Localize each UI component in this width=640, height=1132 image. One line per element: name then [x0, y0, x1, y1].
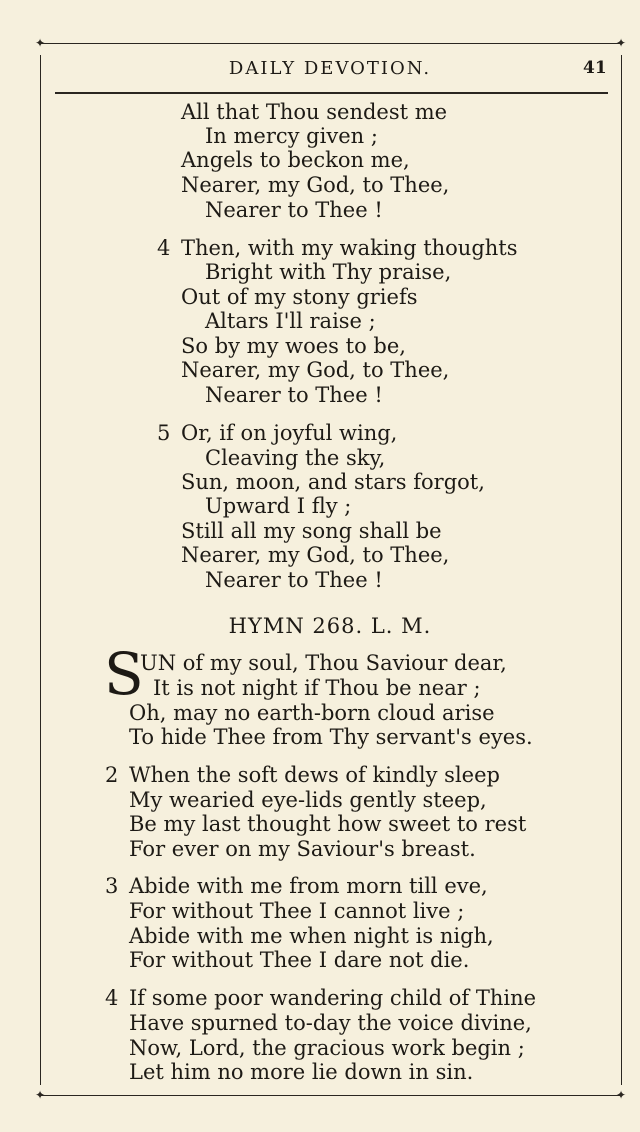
verse-line: Bright with Thy praise,: [205, 260, 452, 284]
page-number: 41: [583, 58, 607, 78]
ornament-icon: ✦: [615, 36, 627, 50]
verse-line: Sun, moon, and stars forgot,: [181, 470, 485, 494]
verse-line: Then, with my waking thoughts: [181, 236, 518, 260]
verse-line: All that Thou sendest me: [181, 100, 448, 124]
verse-line: For ever on my Saviour's breast.: [129, 837, 476, 861]
verse-line: Oh, may no earth-born cloud arise: [129, 701, 495, 725]
left-border-rule: [40, 55, 41, 1085]
verse-line: Nearer, my God, to Thee,: [181, 543, 450, 567]
verse-line: So by my woes to be,: [181, 334, 406, 358]
verse-line: Cleaving the sky,: [205, 446, 386, 470]
verse-line: Be my last thought how sweet to rest: [129, 812, 527, 836]
stanza-number: 5: [157, 421, 171, 445]
drop-cap: S: [104, 640, 144, 708]
verse-line: My wearied eye-lids gently steep,: [129, 788, 487, 812]
verse-number: 2: [105, 763, 119, 787]
verse-line: Abide with me from morn till eve,: [129, 874, 488, 898]
stanza-number: 4: [157, 236, 171, 260]
verse-line: Or, if on joyful wing,: [181, 421, 398, 445]
verse-line: If some poor wandering child of Thine: [129, 986, 537, 1010]
verse-number: 4: [105, 986, 119, 1010]
verse-line: In mercy given ;: [205, 124, 378, 148]
ornament-icon: ✦: [34, 1088, 46, 1102]
right-border-rule: [621, 55, 622, 1085]
verse-line: Nearer to Thee !: [205, 568, 383, 592]
verse-line: Abide with me when night is nigh,: [129, 924, 494, 948]
verse-line: Upward I fly ;: [205, 494, 352, 518]
top-border-rule: [40, 43, 622, 44]
verse-line: Let him no more lie down in sin.: [129, 1060, 474, 1084]
verse-line: It is not night if Thou be near ;: [153, 676, 481, 700]
verse-line: Still all my song shall be: [181, 519, 442, 543]
verse-line: Angels to beckon me,: [181, 148, 410, 172]
hymn-title: HYMN 268. L. M.: [228, 614, 432, 638]
verse-line: Out of my stony griefs: [181, 285, 418, 309]
running-header: DAILY DEVOTION.: [228, 58, 432, 79]
verse-line: For without Thee I cannot live ;: [129, 899, 465, 923]
verse-line: UN of my soul, Thou Saviour dear,: [140, 651, 507, 675]
verse-line: Nearer to Thee !: [205, 383, 383, 407]
verse-line: Nearer to Thee !: [205, 198, 383, 222]
verse-line: For without Thee I dare not die.: [129, 948, 470, 972]
ornament-icon: ✦: [34, 36, 46, 50]
verse-line: Now, Lord, the gracious work begin ;: [129, 1036, 525, 1060]
verse-line: Altars I'll raise ;: [205, 309, 376, 333]
verse-line: Nearer, my God, to Thee,: [181, 358, 450, 382]
verse-line: Have spurned to-day the voice divine,: [129, 1011, 532, 1035]
ornament-icon: ✦: [615, 1088, 627, 1102]
verse-line: When the soft dews of kindly sleep: [129, 763, 500, 787]
verse-number: 3: [105, 874, 119, 898]
bottom-border-rule: [40, 1095, 622, 1096]
verse-line: Nearer, my God, to Thee,: [181, 173, 450, 197]
header-divider-rule: [55, 92, 608, 94]
verse-line: To hide Thee from Thy servant's eyes.: [129, 725, 533, 749]
